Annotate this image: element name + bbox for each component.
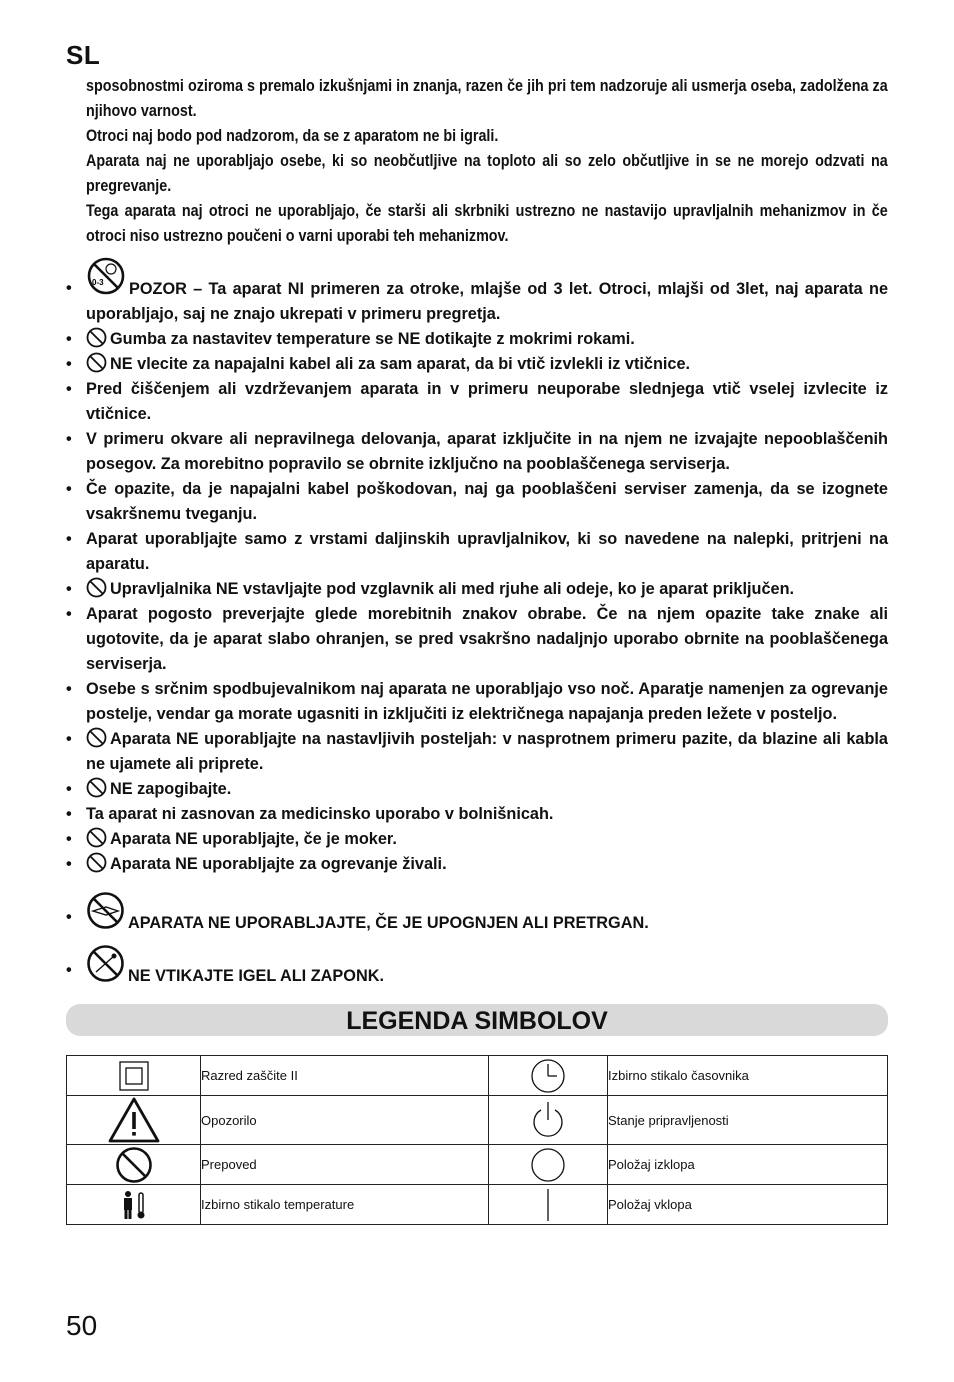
list-item: • Upravljalnika NE vstavljajte pod vzglavnik ali med rjuhe ali odeje, ko je aparat priključen. [66,577,888,602]
prohibition-icon [86,577,107,598]
bullet-text: Pred čiščenjem ali vzdrževanjem aparata in v primeru neuporabe slednjega vtič vselej izvlecite iz vtičnice. [86,380,888,423]
standby-icon [489,1096,608,1145]
bullet-text: Osebe s srčnim spodbujevalnikom naj aparata ne uporabljajo vso noč. Aparatje namenjen za ogrevanje postelje, vendar ga morate ugasniti in izključiti iz električnega napajanja preden ležete v posteljo. [86,680,888,723]
list-item: • V primeru okvare ali nepravilnega delovanja, aparat izključite in na njem ne izvajajte nepooblaščenih posegov. Za morebitno popravilo se obrnite izključno na pooblaščenega serviserja. [66,430,888,473]
list-item: • NE VTIKAJTE IGEL ALI ZAPONK. [66,944,888,989]
legend-label: Izbirno stikalo časovnika [608,1056,888,1096]
intro-text [86,74,888,249]
table-row [67,1185,888,1225]
prohibition-icon [86,352,107,373]
bullet-text: Gumba za nastavitev temperature se NE dotikajte z mokrimi rokami. [110,330,635,348]
list-item: • 0-3 POZOR – Ta aparat NI primeren za otroke, mlajše od 3 let. Otroci, mlajši od 3let, naj aparata ne uporabljajo, saj ne znajo ukrepati v primeru pregretja. [66,256,888,327]
list-item: • Ta aparat ni zasnovan za medicinsko uporabo v bolnišnicah. [66,805,554,823]
table-row [67,1145,888,1185]
list-item: • Aparat uporabljajte samo z vrstami daljinskih upravljalnikov, ki so navedene na nalepki, pritrjeni na aparatu. [66,530,888,573]
prohibition-icon [67,1145,201,1185]
list-item: • Aparata NE uporabljajte za ogrevanje živali. [66,852,888,877]
legend-label: Opozorilo [201,1096,489,1145]
bullet-text: Aparat uporabljajte samo z vrstami daljinskih upravljalnikov, ki so navedene na nalepki, pritrjeni na aparatu. [86,530,888,573]
bullet-text: Aparata NE uporabljajte za ogrevanje živali. [110,855,447,873]
list-item: • APARATA NE UPORABLJAJTE, ČE JE UPOGNJEN ALI PRETRGAN. [66,891,888,936]
bullet-text: Ta aparat ni zasnovan za medicinsko uporabo v bolnišnicah. [86,805,554,823]
page-number: 50 [66,1310,98,1341]
legend-label: Stanje pripravljenosti [608,1096,888,1145]
legend-label: Prepoved [201,1145,489,1185]
list-item: • Če opazite, da je napajalni kabel poškodovan, naj ga pooblaščeni serviser zamenja, da se izognete vsakršnemu tveganju. [66,480,888,523]
temperature-selector-icon [67,1185,201,1225]
warning-icon [67,1096,201,1145]
class-ii-icon [67,1056,201,1096]
table-row [67,1056,888,1096]
legend-label: Razred zaščite II [201,1056,489,1096]
legend-label: Položaj vklopa [608,1185,888,1225]
folded-prohibited-icon [86,891,125,930]
bullet-text: NE VTIKAJTE IGEL ALI ZAPONK. [128,967,384,985]
timer-icon [489,1056,608,1096]
prohibition-icon [86,327,107,348]
bullet-text: NE vlecite za napajalni kabel ali za sam aparat, da bi vtič izvlekli iz vtičnice. [110,355,691,373]
age-0-3-prohibited-icon [86,256,126,296]
intro-paragraph: sposobnostmi oziroma s premalo izkušnjami in znanja, razen če jih pri tem nadzoruje ali usmerja oseba, zadolžena za njihovo varnost. [86,77,888,120]
bullet-text: Upravljalnika NE vstavljajte pod vzglavnik ali med rjuhe ali odeje, ko je aparat priključen. [110,580,795,598]
list-item: • Osebe s srčnim spodbujevalnikom naj aparata ne uporabljajo vso noč. Aparatje namenjen za ogrevanje postelje, vendar ga morate ugasniti in izključiti iz električnega napajanja preden ležete v posteljo. [66,680,888,723]
language-code: SL [66,40,101,70]
bullet-text: Aparata NE uporabljajte, če je moker. [110,830,397,848]
bullet-text: POZOR – Ta aparat NI primeren za otroke, mlajše od 3 let. Otroci, mlajši od 3let, naj aparata ne uporabljajo, saj ne znajo ukrepati v primeru pregretja. [86,280,888,323]
legend-label: Izbirno stikalo temperature [201,1185,489,1225]
list-item: • Aparata NE uporabljajte na nastavljivih posteljah: v nasprotnem primeru pazite, da blazine ali kabla ne ujamete ali priprete. [66,727,888,777]
list-item: • Pred čiščenjem ali vzdrževanjem aparata in v primeru neuporabe slednjega vtič vselej izvlecite iz vtičnice. [66,380,888,423]
table-row [67,1096,888,1145]
list-item: • NE zapogibajte. [66,777,888,802]
pins-prohibited-icon [86,944,125,983]
legend-title: LEGENDA SIMBOLOV [66,1004,888,1036]
on-position-icon [489,1185,608,1225]
legend-label: Položaj izklopa [608,1145,888,1185]
list-item: • Aparat pogosto preverjajte glede morebitnih znakov obrabe. Če na njem opazite take znake ali ugotovite, da je aparat slabo ohranjen, se pred vsakršno nadaljnjo uporabo obrnite na pooblaščenega serviserja. [66,605,888,673]
prohibition-icon [86,852,107,873]
age-label: 0-3 [92,278,104,287]
intro-paragraph: Tega aparata naj otroci ne uporabljajo, če starši ali skrbniki ustrezno ne nastavijo upravljalnih mehanizmov in če otroci niso ustrezno poučeni o varni uporabi teh mehanizmov. [86,202,888,245]
prohibition-icon [86,827,107,848]
bullet-text: NE zapogibajte. [110,780,232,798]
list-item: • Gumba za nastavitev temperature se NE dotikajte z mokrimi rokami. [66,327,888,352]
prohibition-icon [86,777,107,798]
bullet-text: APARATA NE UPORABLJAJTE, ČE JE UPOGNJEN ALI PRETRGAN. [128,914,649,932]
bullet-text: Aparat pogosto preverjajte glede morebitnih znakov obrabe. Če na njem opazite take znake ali ugotovite, da je aparat slabo ohranjen, se pred vsakršno nadaljnjo uporabo obrnite na pooblaščenega serviserja. [86,605,888,673]
bullet-text: Če opazite, da je napajalni kabel poškodovan, naj ga pooblaščeni serviser zamenja, da se izognete vsakršnemu tveganju. [86,480,888,523]
list-item: • NE vlecite za napajalni kabel ali za sam aparat, da bi vtič izvlekli iz vtičnice. [66,352,888,377]
intro-paragraph: Aparata naj ne uporabljajo osebe, ki so neobčutljive na toploto ali so zelo občutljive in se ne morejo odzvati na pregrevanje. [86,152,888,195]
intro-paragraph: Otroci naj bodo pod nadzorom, da se z aparatom ne bi igrali. [86,127,499,145]
list-item: • Aparata NE uporabljajte, če je moker. [66,827,888,852]
safety-list [66,256,888,989]
legend-table [66,1055,888,1225]
bullet-text: V primeru okvare ali nepravilnega delovanja, aparat izključite in na njem ne izvajajte nepooblaščenih posegov. Za morebitno popravilo se obrnite izključno na pooblaščenega serviserja. [86,430,888,473]
prohibition-icon [86,727,107,748]
bullet-text: Aparata NE uporabljajte na nastavljivih posteljah: v nasprotnem primeru pazite, da blazine ali kabla ne ujamete ali priprete. [86,730,888,773]
off-position-icon [489,1145,608,1185]
